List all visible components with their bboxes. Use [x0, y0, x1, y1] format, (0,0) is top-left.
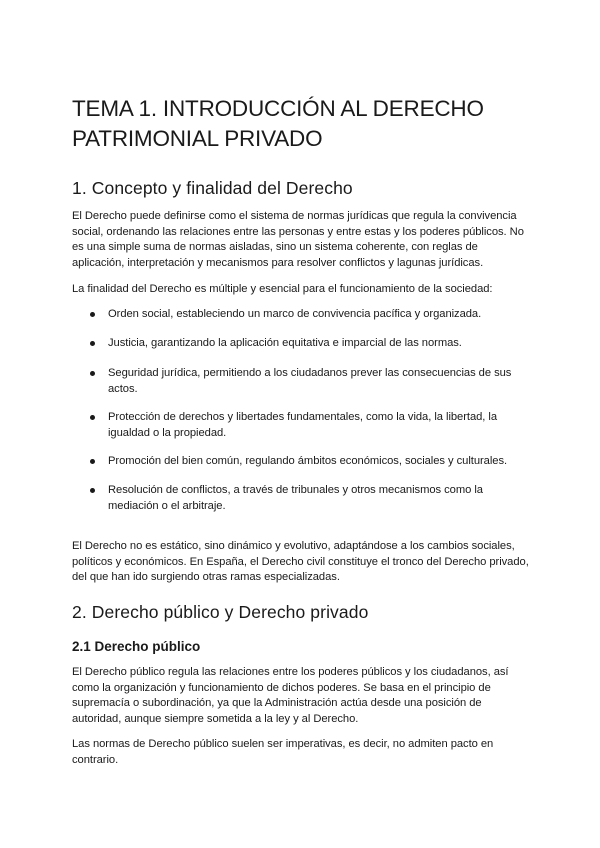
- bullet-icon: [90, 459, 95, 464]
- list-item-text: Justicia, garantizando la aplicación equitativa e imparcial de las normas.: [108, 337, 462, 349]
- subsection-2-1-paragraph-1: El Derecho público regula las relaciones entre los poderes públicos y los ciudadanos, así como la organización y funcionamiento de dichos poderes. Se basa en el principio de supremacía o subordinación, ya que la Administración actúa desde una posición de autoridad, aunque siempre sometida a la ley y al Derecho.: [72, 666, 509, 726]
- section-1-paragraph-3: El Derecho no es estático, sino dinámico y evolutivo, adaptándose a los cambios sociales, políticos y económicos. En España, el Derecho civil constituye el tronco del Derecho privado, del que han ido surgiendo otras ramas especializadas.: [72, 540, 529, 584]
- list-item-text: Protección de derechos y libertades fundamentales, como la vida, la libertad, la igualdad o la propiedad.: [108, 411, 498, 439]
- section-2-heading: 2. Derecho público y Derecho privado: [72, 602, 369, 622]
- document-title: TEMA 1. INTRODUCCIÓN AL DERECHO PATRIMONIAL PRIVADO: [72, 96, 484, 151]
- subsection-2-1-paragraph-2: Las normas de Derecho público suelen ser imperativas, es decir, no admiten pacto en contrario.: [72, 738, 494, 766]
- subsection-2-1-heading: 2.1 Derecho público: [72, 639, 201, 654]
- bullet-icon: [90, 371, 95, 376]
- bullet-icon: [90, 312, 95, 317]
- bullet-icon: [90, 415, 95, 420]
- section-1-paragraph-2: La finalidad del Derecho es múltiple y esencial para el funcionamiento de la sociedad:: [72, 283, 493, 295]
- list-item-text: Promoción del bien común, regulando ámbitos económicos, sociales y culturales.: [108, 455, 508, 467]
- list-item-text: Seguridad jurídica, permitiendo a los ciudadanos prever las consecuencias de sus actos.: [108, 367, 512, 395]
- list-item-text: Resolución de conflictos, a través de tribunales y otros mecanismos como la mediación o el arbitraje.: [108, 484, 483, 512]
- list-item-text: Orden social, estableciendo un marco de convivencia pacífica y organizada.: [108, 308, 482, 320]
- bullet-icon: [90, 488, 95, 493]
- section-1-heading: 1. Concepto y finalidad del Derecho: [72, 178, 353, 198]
- section-1-paragraph-1: El Derecho puede definirse como el sistema de normas jurídicas que regula la convivencia social, ordenando las relaciones entre las personas y entre estas y los poderes públicos. No es una simple suma de normas aisladas, sino un sistema coherente, con reglas de aplicación, interpretación y mecanismos para resolver conflictos y lagunas jurídicas.: [72, 210, 524, 270]
- bullet-icon: [90, 341, 95, 346]
